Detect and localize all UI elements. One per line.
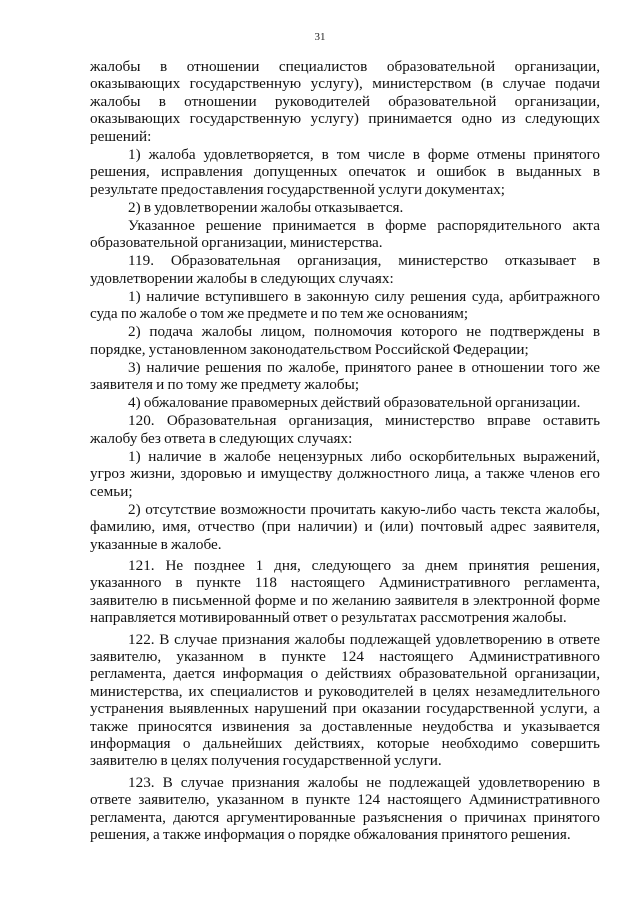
page-number: 31: [314, 31, 326, 43]
paragraph: жалобы в отношении специалистов образовательной организации, оказывающих государственную услугу), министерством (в случае подачи жалобы в отношении руководителей образовательной организации, оказывающих государственную услугу) принимается одно из следующих решений:: [90, 58, 600, 145]
paragraph: 121. Не позднее 1 дня, следующего за днем принятия решения, указанного в пункте 118 настоящего Административного регламента, заявителю в письменной форме и по желанию заявителя в электронной форме направляется мотивированный ответ о результатах рассмотрения жалобы.: [90, 556, 600, 627]
document-body: [90, 58, 600, 843]
paragraph: 1) жалоба удовлетворяется, в том числе в форме отмены принятого решения, исправления допущенных опечаток и ошибок в выданных в результате предоставления государственной услуги документах;: [90, 145, 600, 198]
paragraph: Указанное решение принимается в форме распорядительного акта образовательной организации, министерства.: [90, 216, 600, 252]
paragraph: 4) обжалование правомерных действий образовательной организации.: [128, 394, 581, 412]
paragraph: 123. В случае признания жалобы не подлежащей удовлетворению в ответе заявителю, указанном в пункте 124 настоящего Административного регламента, даются аргументированные разъяснения о причинах принятого решения, а также информация о порядке обжалования принятого решения.: [90, 773, 600, 844]
paragraph: 120. Образовательная организация, министерство вправе оставить жалобу без ответа в следующих случаях:: [90, 412, 600, 447]
paragraph: 119. Образовательная организация, министерство отказывает в удовлетворении жалобы в следующих случаях:: [90, 252, 600, 287]
paragraph: 1) наличие вступившего в законную силу решения суда, арбитражного суда по жалобе о том же предмете и по тем же основаниям;: [90, 287, 600, 323]
paragraph: 2) в удовлетворении жалобы отказывается.: [128, 198, 404, 216]
paragraph: 2) подача жалобы лицом, полномочия которого не подтверждены в порядке, установленном законодательством Российской Федерации;: [90, 323, 600, 358]
paragraph: 122. В случае признания жалобы подлежащей удовлетворению в ответе заявителю, указанном в пункте 124 настоящего Административного регламента, дается информация о действиях образовательной организации, министерства, их специалистов и руководителей в целях незамедлительного устранения выявленных нарушений при оказании государственной услуги, а также приносятся извинения за доставленные неудобства и указывается информация о дальнейших действиях, которые необходимо совершить заявителю в целях получения государственной услуги.: [90, 630, 600, 770]
paragraph: 1) наличие в жалобе нецензурных либо оскорбительных выражений, угроз жизни, здоровью и имуществу должностного лица, а также членов его семьи;: [90, 447, 600, 500]
paragraph: 2) отсутствие возможности прочитать какую-либо часть текста жалобы, фамилию, имя, отчество (при наличии) и (или) почтовый адрес заявителя, указанные в жалобе.: [90, 500, 600, 553]
paragraph: 3) наличие решения по жалобе, принятого ранее в отношении того же заявителя и по тому же предмету жалобы;: [90, 358, 600, 394]
